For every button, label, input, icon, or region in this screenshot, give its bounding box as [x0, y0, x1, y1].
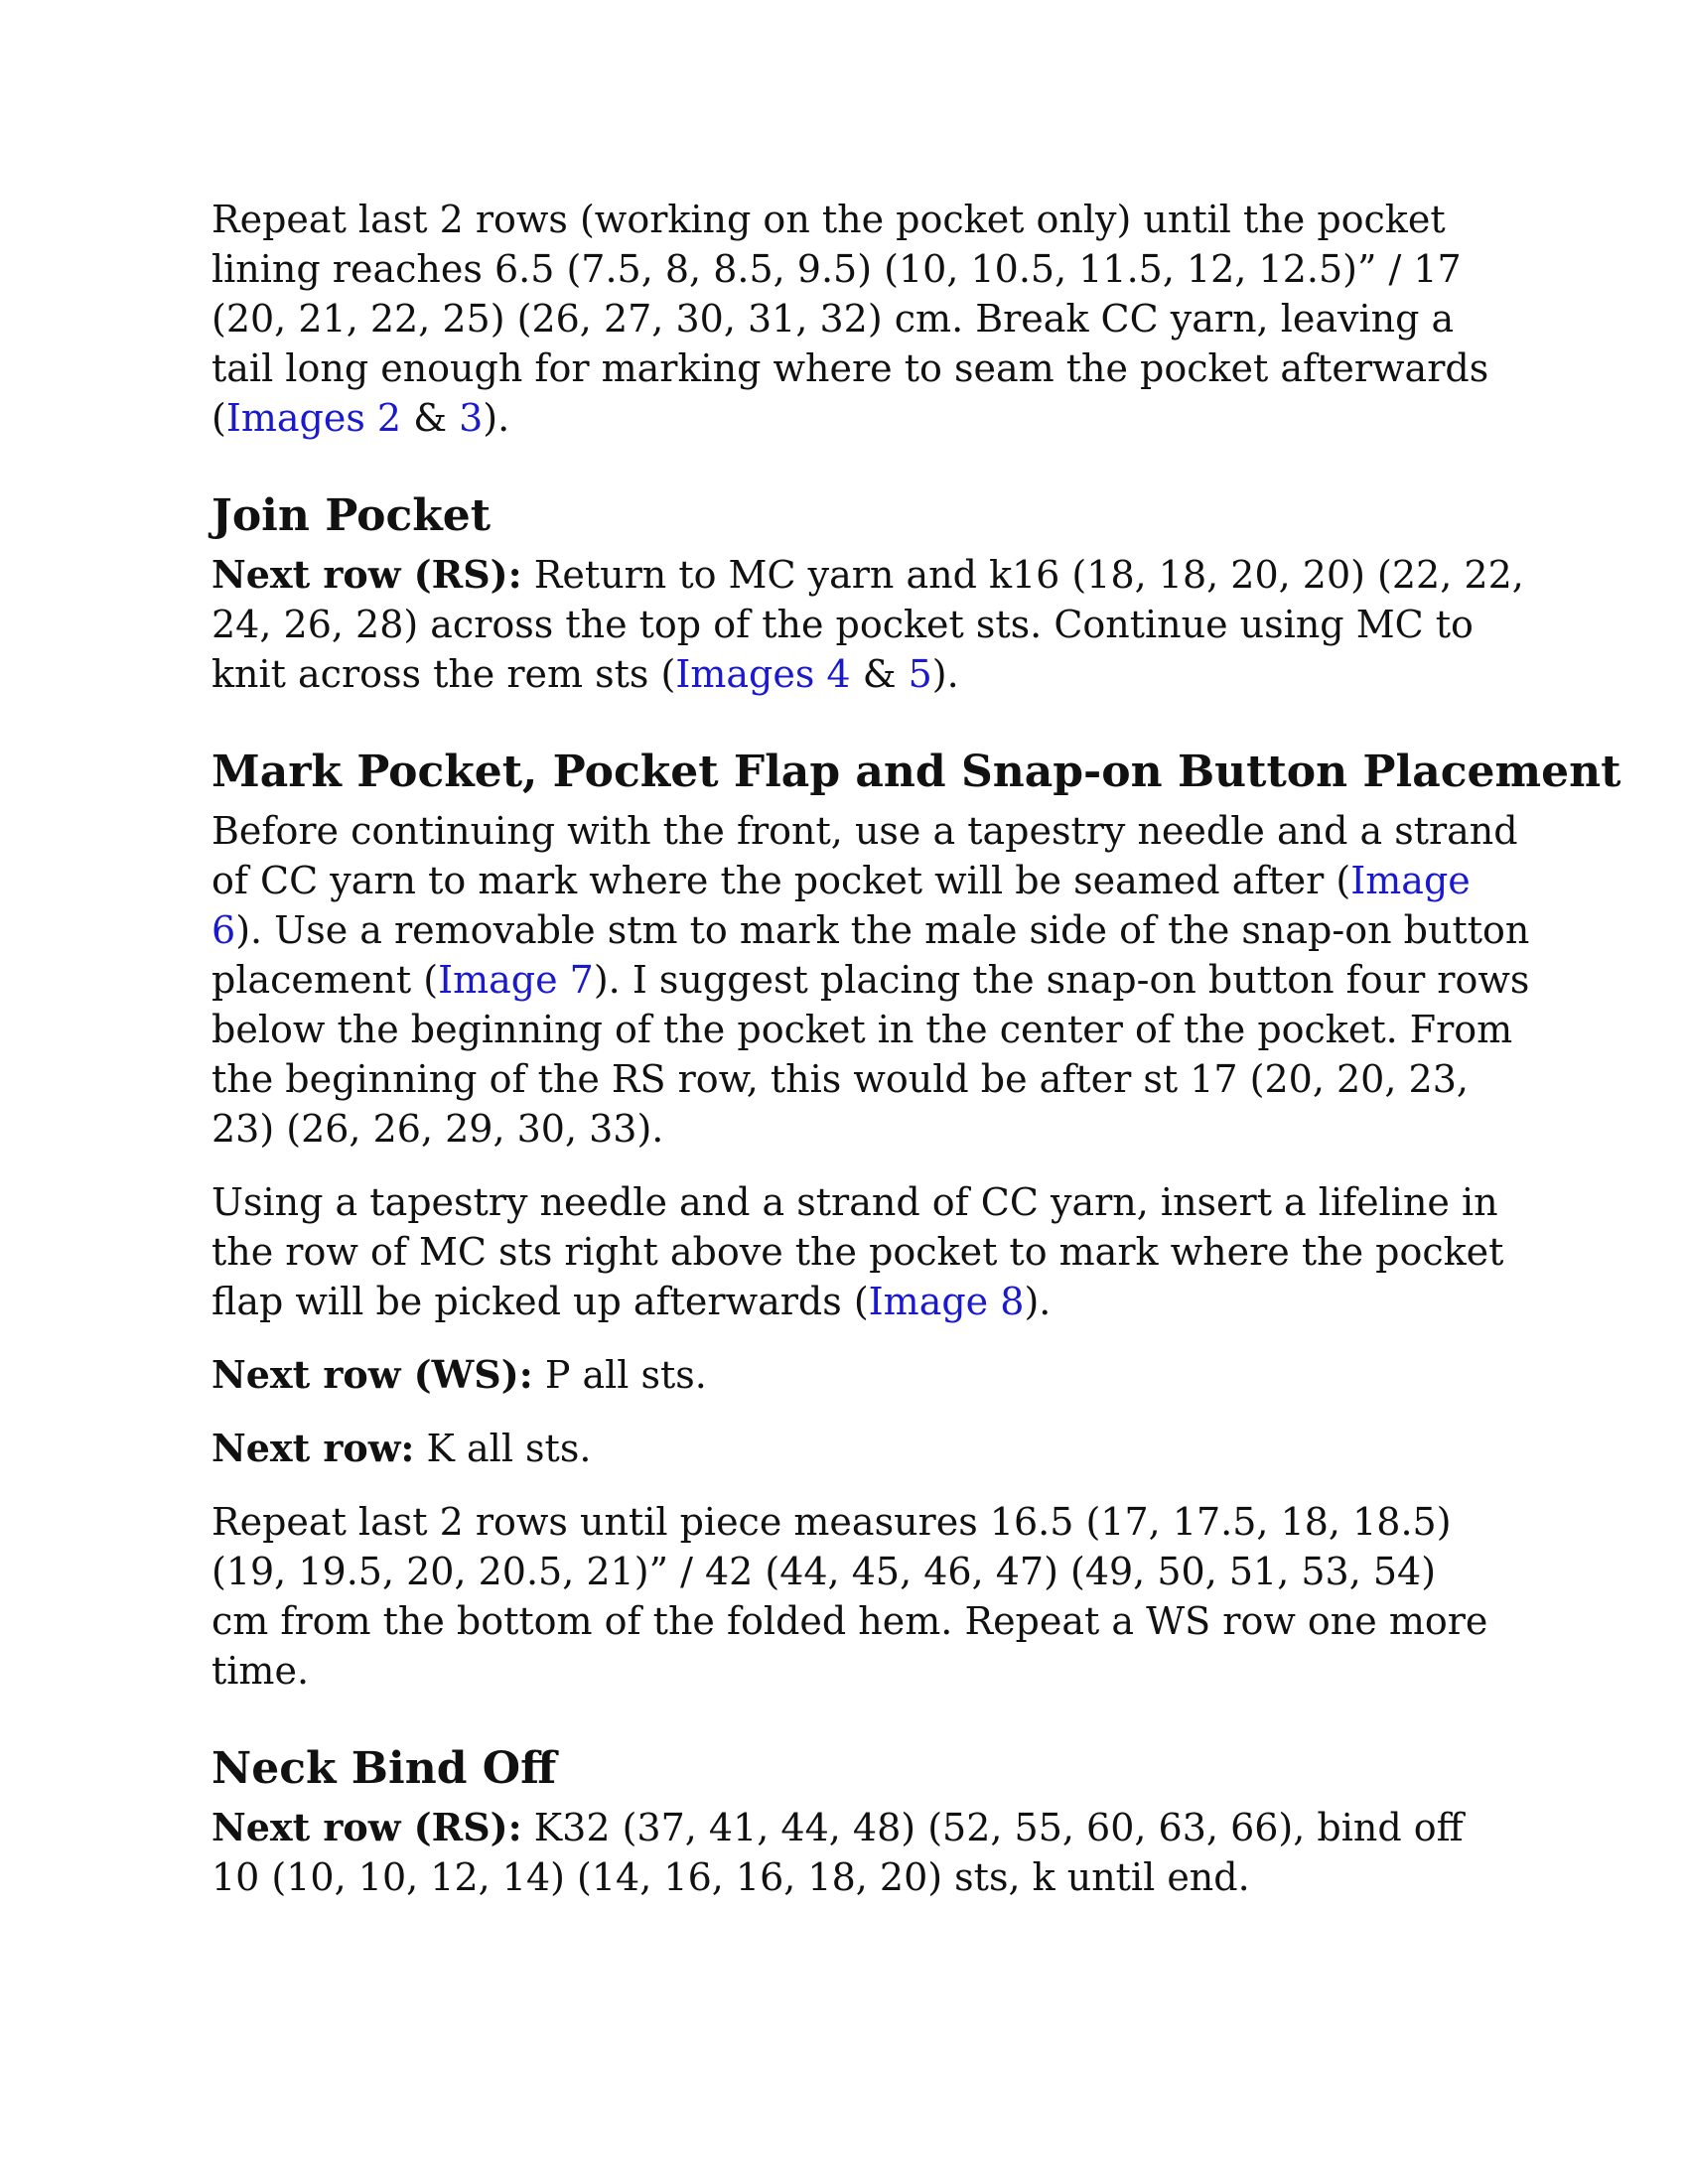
join-pocket-paragraph	[211, 550, 1524, 699]
image-7-link[interactable]: Image 7	[438, 958, 594, 1002]
neck-bind-off-heading: Neck Bind Off	[211, 1743, 557, 1794]
text-line: (20, 21, 22, 25) (26, 27, 30, 31, 32) cm. Break CC yarn, leaving a	[211, 297, 1455, 341]
knit-row-instruction	[211, 1424, 1502, 1473]
text-fragment: knit across the rem sts (	[211, 652, 676, 696]
text-line: (19, 19.5, 20, 20.5, 21)” / 42 (44, 45, 46, 47) (49, 50, 51, 53, 54)	[211, 1550, 1437, 1593]
text-line: the row of MC sts right above the pocket to mark where the pocket	[211, 1230, 1504, 1274]
neck-bind-off-paragraph	[211, 1803, 1502, 1902]
text-fragment: Return to MC yarn and k16 (18, 18, 20, 20) (22, 22,	[521, 553, 1524, 597]
image-3-link[interactable]: 3	[459, 396, 484, 440]
text-line: cm from the bottom of the folded hem. Repeat a WS row one more	[211, 1599, 1488, 1643]
text-line	[211, 856, 1502, 905]
text-line: the beginning of the RS row, this would be after st 17 (20, 20, 23,	[211, 1057, 1469, 1101]
text-line: tail long enough for marking where to seam the pocket afterwards	[211, 346, 1489, 390]
text-line: Using a tapestry needle and a strand of CC yarn, insert a lifeline in	[211, 1180, 1498, 1224]
images-4-link[interactable]: Images 4	[675, 652, 851, 696]
text-fragment: K all sts.	[414, 1427, 592, 1470]
text-line	[211, 649, 1502, 699]
images-2-link[interactable]: Images 2	[225, 396, 402, 440]
image-5-link[interactable]: 5	[908, 652, 932, 696]
lifeline-paragraph	[211, 1177, 1502, 1326]
text-fragment: &	[850, 652, 909, 696]
pocket-lining-paragraph	[211, 195, 1502, 443]
text-fragment: &	[401, 396, 460, 440]
row-label: Next row (RS):	[211, 552, 522, 597]
ws-row-instruction	[211, 1350, 1502, 1400]
text-fragment: ).	[483, 396, 510, 440]
mark-pocket-heading: Mark Pocket, Pocket Flap and Snap-on Button Placement	[211, 747, 1621, 797]
text-line	[211, 905, 1530, 955]
image-8-link[interactable]: Image 8	[868, 1280, 1025, 1323]
text-line: time.	[211, 1649, 310, 1693]
text-line: 10 (10, 10, 12, 14) (14, 16, 16, 18, 20) sts, k until end.	[211, 1855, 1250, 1899]
text-line	[211, 955, 1530, 1005]
text-line	[211, 1803, 1502, 1852]
text-line: Repeat last 2 rows until piece measures 16.5 (17, 17.5, 18, 18.5)	[211, 1500, 1452, 1544]
text-fragment: ). Use a removable stm to mark the male side of the snap-on button	[235, 908, 1530, 952]
text-fragment: (	[211, 396, 226, 440]
mark-pocket-paragraph	[211, 806, 1530, 1154]
text-fragment: P all sts.	[532, 1353, 707, 1397]
text-fragment: ). I suggest placing the snap-on button four rows	[593, 958, 1530, 1002]
text-line: below the beginning of the pocket in the center of the pocket. From	[211, 1008, 1513, 1051]
text-line: Before continuing with the front, use a tapestry needle and a strand	[211, 809, 1518, 853]
join-pocket-heading: Join Pocket	[211, 490, 492, 541]
text-line	[211, 393, 1502, 443]
row-label: Next row (WS):	[211, 1352, 533, 1397]
text-line	[211, 1350, 1502, 1400]
text-fragment: flap will be picked up afterwards (	[211, 1280, 869, 1323]
row-label: Next row (RS):	[211, 1805, 522, 1849]
text-fragment: ).	[931, 652, 959, 696]
row-label: Next row:	[211, 1426, 415, 1470]
text-fragment: K32 (37, 41, 44, 48) (52, 55, 60, 63, 66), bind off	[521, 1806, 1464, 1849]
text-fragment: ).	[1024, 1280, 1052, 1323]
document-page	[211, 195, 1621, 1926]
text-line: 24, 26, 28) across the top of the pocket sts. Continue using MC to	[211, 603, 1474, 646]
text-fragment: placement (	[211, 958, 439, 1002]
text-line: 23) (26, 26, 29, 30, 33).	[211, 1107, 664, 1151]
text-fragment: of CC yarn to mark where the pocket will be seamed after (	[211, 859, 1351, 902]
image-6-link[interactable]: Image	[1350, 859, 1471, 902]
text-line: Repeat last 2 rows (working on the pocket only) until the pocket	[211, 198, 1446, 241]
image-6-link-continued[interactable]: 6	[211, 908, 236, 952]
text-line: lining reaches 6.5 (7.5, 8, 8.5, 9.5) (10, 10.5, 11.5, 12, 12.5)” / 17	[211, 247, 1462, 291]
repeat-rows-paragraph	[211, 1497, 1502, 1696]
text-line	[211, 550, 1524, 600]
text-line	[211, 1424, 1502, 1473]
text-line	[211, 1277, 1502, 1326]
